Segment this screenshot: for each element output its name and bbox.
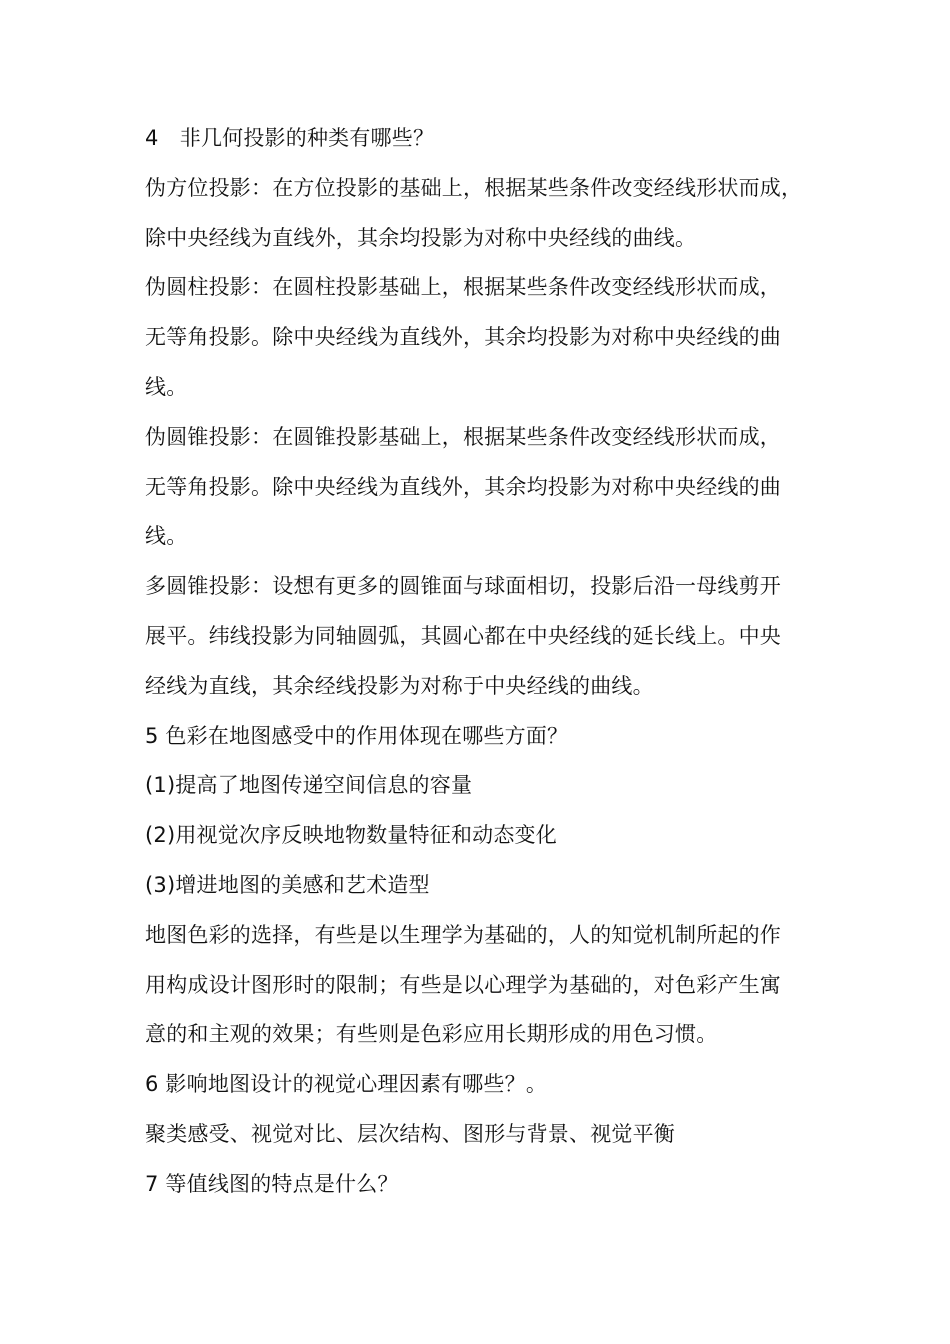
paragraph-line: 聚类感受、视觉对比、层次结构、图形与背景、视觉平衡 xyxy=(145,1121,675,1146)
list-item: (2)用视觉次序反映地物数量特征和动态变化 xyxy=(145,823,557,848)
paragraph-line: 线。 xyxy=(145,524,188,549)
paragraph-line: 用构成设计图形时的限制；有些是以心理学为基础的，对色彩产生寓 xyxy=(145,972,781,997)
document-body xyxy=(145,122,815,1218)
paragraph-line: 伪圆柱投影：在圆柱投影基础上，根据某些条件改变经线形状而成， xyxy=(145,275,781,300)
question-7-heading: 7 等值线图的特点是什么？ xyxy=(145,1171,399,1196)
paragraph-line: 除中央经线为直线外，其余均投影为对称中央经线的曲线。 xyxy=(145,225,697,250)
paragraph-line: 无等角投影。除中央经线为直线外，其余均投影为对称中央经线的曲 xyxy=(145,474,781,499)
paragraph-line: 地图色彩的选择，有些是以生理学为基础的，人的知觉机制所起的作 xyxy=(145,922,781,947)
paragraph-line: 经线为直线，其余经线投影为对称于中央经线的曲线。 xyxy=(145,673,654,698)
paragraph-line: 多圆锥投影：设想有更多的圆锥面与球面相切，投影后沿一母线剪开 xyxy=(145,574,781,599)
question-6-heading: 6 影响地图设计的视觉心理因素有哪些？。 xyxy=(145,1072,548,1097)
paragraph-line: 意的和主观的效果；有些则是色彩应用长期形成的用色习惯。 xyxy=(145,1022,718,1047)
question-5-heading: 5 色彩在地图感受中的作用体现在哪些方面？ xyxy=(145,723,569,748)
paragraph-line: 伪方位投影：在方位投影的基础上，根据某些条件改变经线形状而成， xyxy=(145,175,803,200)
list-item: (3)增进地图的美感和艺术造型 xyxy=(145,872,430,897)
question-4-heading: 4 非几何投影的种类有哪些？ xyxy=(145,126,435,150)
paragraph-line: 无等角投影。除中央经线为直线外，其余均投影为对称中央经线的曲 xyxy=(145,325,781,350)
paragraph-line: 伪圆锥投影：在圆锥投影基础上，根据某些条件改变经线形状而成， xyxy=(145,424,781,449)
list-item: (1)提高了地图传递空间信息的容量 xyxy=(145,773,473,798)
paragraph-line: 线。 xyxy=(145,374,188,399)
paragraph-line: 展平。纬线投影为同轴圆弧，其圆心都在中央经线的延长线上。中央 xyxy=(145,623,781,648)
